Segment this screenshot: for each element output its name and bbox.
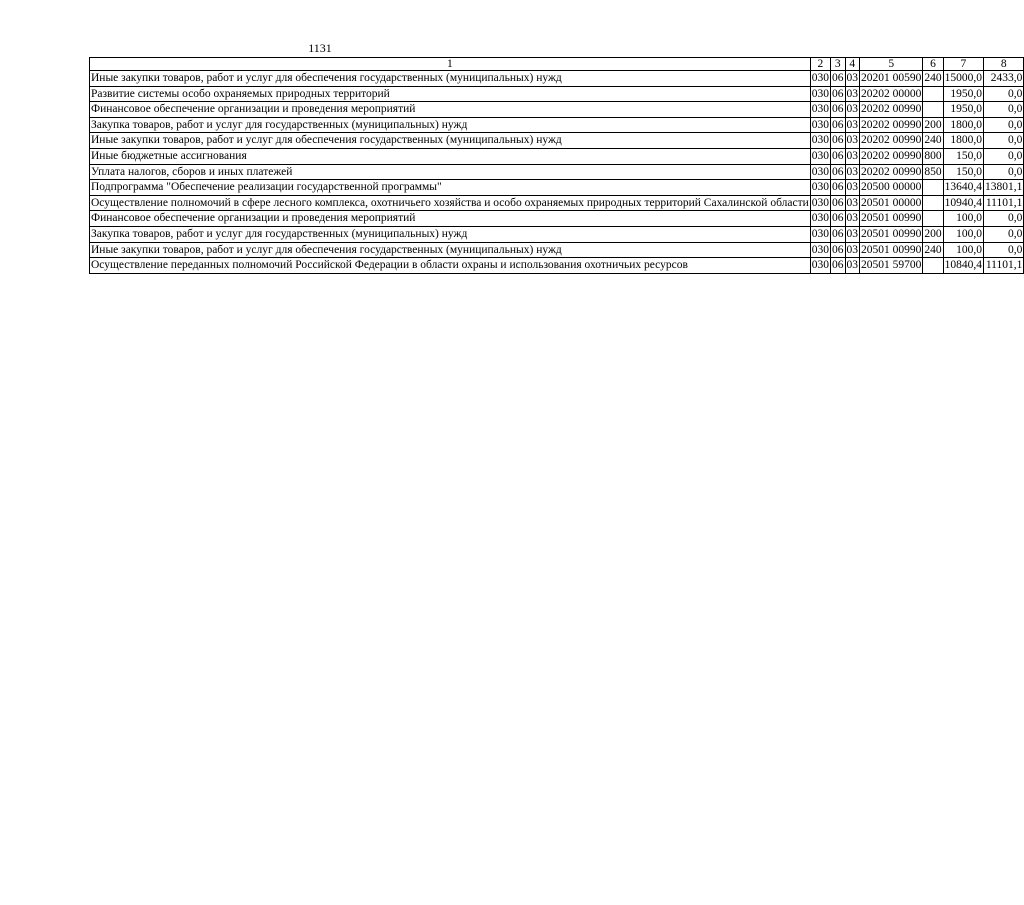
section-cell: 06 — [831, 86, 846, 102]
table-row — [90, 86, 1024, 102]
table-row — [90, 71, 1024, 87]
target-article-cell: 20202 00000 — [860, 86, 923, 102]
header-cell: 3 — [831, 58, 846, 71]
target-article-cell: 20202 00990 — [860, 102, 923, 118]
header-cell: 7 — [943, 58, 983, 71]
row-name-cell: Уплата налогов, сборов и иных платежей — [90, 164, 811, 180]
target-article-cell: 20501 00990 — [860, 242, 923, 258]
amount-year2-cell: 0,0 — [984, 211, 1024, 227]
amount-year1-cell: 100,0 — [943, 211, 983, 227]
expense-type-cell — [923, 102, 943, 118]
section-cell: 06 — [831, 133, 846, 149]
row-name-cell: Осуществление полномочий в сфере лесного комплекса, охотничьего хозяйства и особо охраняемых природных территорий Сахалинской области — [90, 195, 811, 211]
expense-type-cell: 200 — [923, 117, 943, 133]
amount-year1-cell: 1950,0 — [943, 86, 983, 102]
subsection-cell: 03 — [845, 164, 860, 180]
expense-type-cell: 240 — [923, 71, 943, 87]
amount-year1-cell: 100,0 — [943, 242, 983, 258]
admin-code-cell: 030 — [810, 86, 830, 102]
admin-code-cell: 030 — [810, 117, 830, 133]
table-body — [90, 71, 1024, 274]
table-row — [90, 117, 1024, 133]
amount-year1-cell: 150,0 — [943, 164, 983, 180]
row-name-cell: Развитие системы особо охраняемых природных территорий — [90, 86, 811, 102]
target-article-cell: 20202 00990 — [860, 148, 923, 164]
expense-type-cell: 200 — [923, 226, 943, 242]
table-row — [90, 102, 1024, 118]
subsection-cell: 03 — [845, 195, 860, 211]
row-name-cell: Финансовое обеспечение организации и проведения мероприятий — [90, 102, 811, 118]
admin-code-cell: 030 — [810, 71, 830, 87]
amount-year1-cell: 15000,0 — [943, 71, 983, 87]
amount-year2-cell: 0,0 — [984, 226, 1024, 242]
admin-code-cell: 030 — [810, 164, 830, 180]
page-number: 1131 — [308, 41, 332, 55]
header-cell: 5 — [860, 58, 923, 71]
amount-year2-cell: 11101,1 — [984, 258, 1024, 274]
target-article-cell: 20501 00990 — [860, 211, 923, 227]
target-article-cell: 20202 00990 — [860, 117, 923, 133]
subsection-cell: 03 — [845, 71, 860, 87]
amount-year1-cell: 100,0 — [943, 226, 983, 242]
section-cell: 06 — [831, 226, 846, 242]
row-name-cell: Закупка товаров, работ и услуг для государственных (муниципальных) нужд — [90, 117, 811, 133]
target-article-cell: 20501 00990 — [860, 226, 923, 242]
section-cell: 06 — [831, 258, 846, 274]
section-cell: 06 — [831, 242, 846, 258]
table-row — [90, 258, 1024, 274]
amount-year2-cell: 11101,1 — [984, 195, 1024, 211]
amount-year1-cell: 1950,0 — [943, 102, 983, 118]
expense-type-cell — [923, 86, 943, 102]
section-cell: 06 — [831, 180, 846, 196]
amount-year1-cell: 10840,4 — [943, 258, 983, 274]
admin-code-cell: 030 — [810, 102, 830, 118]
row-name-cell: Иные закупки товаров, работ и услуг для обеспечения государственных (муниципальных) нужд — [90, 242, 811, 258]
admin-code-cell: 030 — [810, 211, 830, 227]
table-row — [90, 226, 1024, 242]
admin-code-cell: 030 — [810, 242, 830, 258]
subsection-cell: 03 — [845, 258, 860, 274]
target-article-cell: 20202 00990 — [860, 133, 923, 149]
amount-year2-cell: 2433,0 — [984, 71, 1024, 87]
admin-code-cell: 030 — [810, 226, 830, 242]
section-cell: 06 — [831, 195, 846, 211]
header-cell: 1 — [90, 58, 811, 71]
amount-year1-cell: 10940,4 — [943, 195, 983, 211]
subsection-cell: 03 — [845, 102, 860, 118]
section-cell: 06 — [831, 71, 846, 87]
expense-type-cell: 240 — [923, 133, 943, 149]
amount-year2-cell: 0,0 — [984, 242, 1024, 258]
header-row — [90, 58, 1024, 71]
amount-year2-cell: 0,0 — [984, 164, 1024, 180]
section-cell: 06 — [831, 164, 846, 180]
expense-type-cell: 800 — [923, 148, 943, 164]
amount-year2-cell: 13801,1 — [984, 180, 1024, 196]
subsection-cell: 03 — [845, 226, 860, 242]
header-cell: 2 — [810, 58, 830, 71]
admin-code-cell: 030 — [810, 133, 830, 149]
target-article-cell: 20202 00990 — [860, 164, 923, 180]
table-row — [90, 148, 1024, 164]
section-cell: 06 — [831, 102, 846, 118]
header-cell: 6 — [923, 58, 943, 71]
row-name-cell: Иные бюджетные ассигнования — [90, 148, 811, 164]
table-row — [90, 195, 1024, 211]
amount-year1-cell: 13640,4 — [943, 180, 983, 196]
amount-year1-cell: 150,0 — [943, 148, 983, 164]
amount-year1-cell: 1800,0 — [943, 133, 983, 149]
target-article-cell: 20500 00000 — [860, 180, 923, 196]
admin-code-cell: 030 — [810, 148, 830, 164]
amount-year2-cell: 0,0 — [984, 117, 1024, 133]
expense-type-cell — [923, 258, 943, 274]
target-article-cell: 20501 59700 — [860, 258, 923, 274]
row-name-cell: Подпрограмма "Обеспечение реализации государственной программы" — [90, 180, 811, 196]
target-article-cell: 20501 00000 — [860, 195, 923, 211]
section-cell: 06 — [831, 117, 846, 133]
table-row — [90, 242, 1024, 258]
expense-type-cell — [923, 195, 943, 211]
subsection-cell: 03 — [845, 148, 860, 164]
subsection-cell: 03 — [845, 133, 860, 149]
subsection-cell: 03 — [845, 117, 860, 133]
table-row — [90, 164, 1024, 180]
amount-year2-cell: 0,0 — [984, 148, 1024, 164]
admin-code-cell: 030 — [810, 195, 830, 211]
section-cell: 06 — [831, 211, 846, 227]
subsection-cell: 03 — [845, 211, 860, 227]
header-cell: 4 — [845, 58, 860, 71]
target-article-cell: 20201 00590 — [860, 71, 923, 87]
expense-type-cell: 240 — [923, 242, 943, 258]
row-name-cell: Иные закупки товаров, работ и услуг для обеспечения государственных (муниципальных) нужд — [90, 133, 811, 149]
amount-year1-cell: 1800,0 — [943, 117, 983, 133]
amount-year2-cell: 0,0 — [984, 102, 1024, 118]
row-name-cell: Финансовое обеспечение организации и проведения мероприятий — [90, 211, 811, 227]
row-name-cell: Осуществление переданных полномочий Российской Федерации в области охраны и использования охотничьих ресурсов — [90, 258, 811, 274]
table-row — [90, 180, 1024, 196]
subsection-cell: 03 — [845, 242, 860, 258]
table-row — [90, 211, 1024, 227]
expense-type-cell: 850 — [923, 164, 943, 180]
amount-year2-cell: 0,0 — [984, 86, 1024, 102]
amount-year2-cell: 0,0 — [984, 133, 1024, 149]
header-cell: 8 — [984, 58, 1024, 71]
table-row — [90, 133, 1024, 149]
subsection-cell: 03 — [845, 180, 860, 196]
row-name-cell: Иные закупки товаров, работ и услуг для обеспечения государственных (муниципальных) нужд — [90, 71, 811, 87]
budget-table — [89, 57, 1024, 274]
admin-code-cell: 030 — [810, 258, 830, 274]
expense-type-cell — [923, 211, 943, 227]
section-cell: 06 — [831, 148, 846, 164]
admin-code-cell: 030 — [810, 180, 830, 196]
row-name-cell: Закупка товаров, работ и услуг для государственных (муниципальных) нужд — [90, 226, 811, 242]
subsection-cell: 03 — [845, 86, 860, 102]
expense-type-cell — [923, 180, 943, 196]
